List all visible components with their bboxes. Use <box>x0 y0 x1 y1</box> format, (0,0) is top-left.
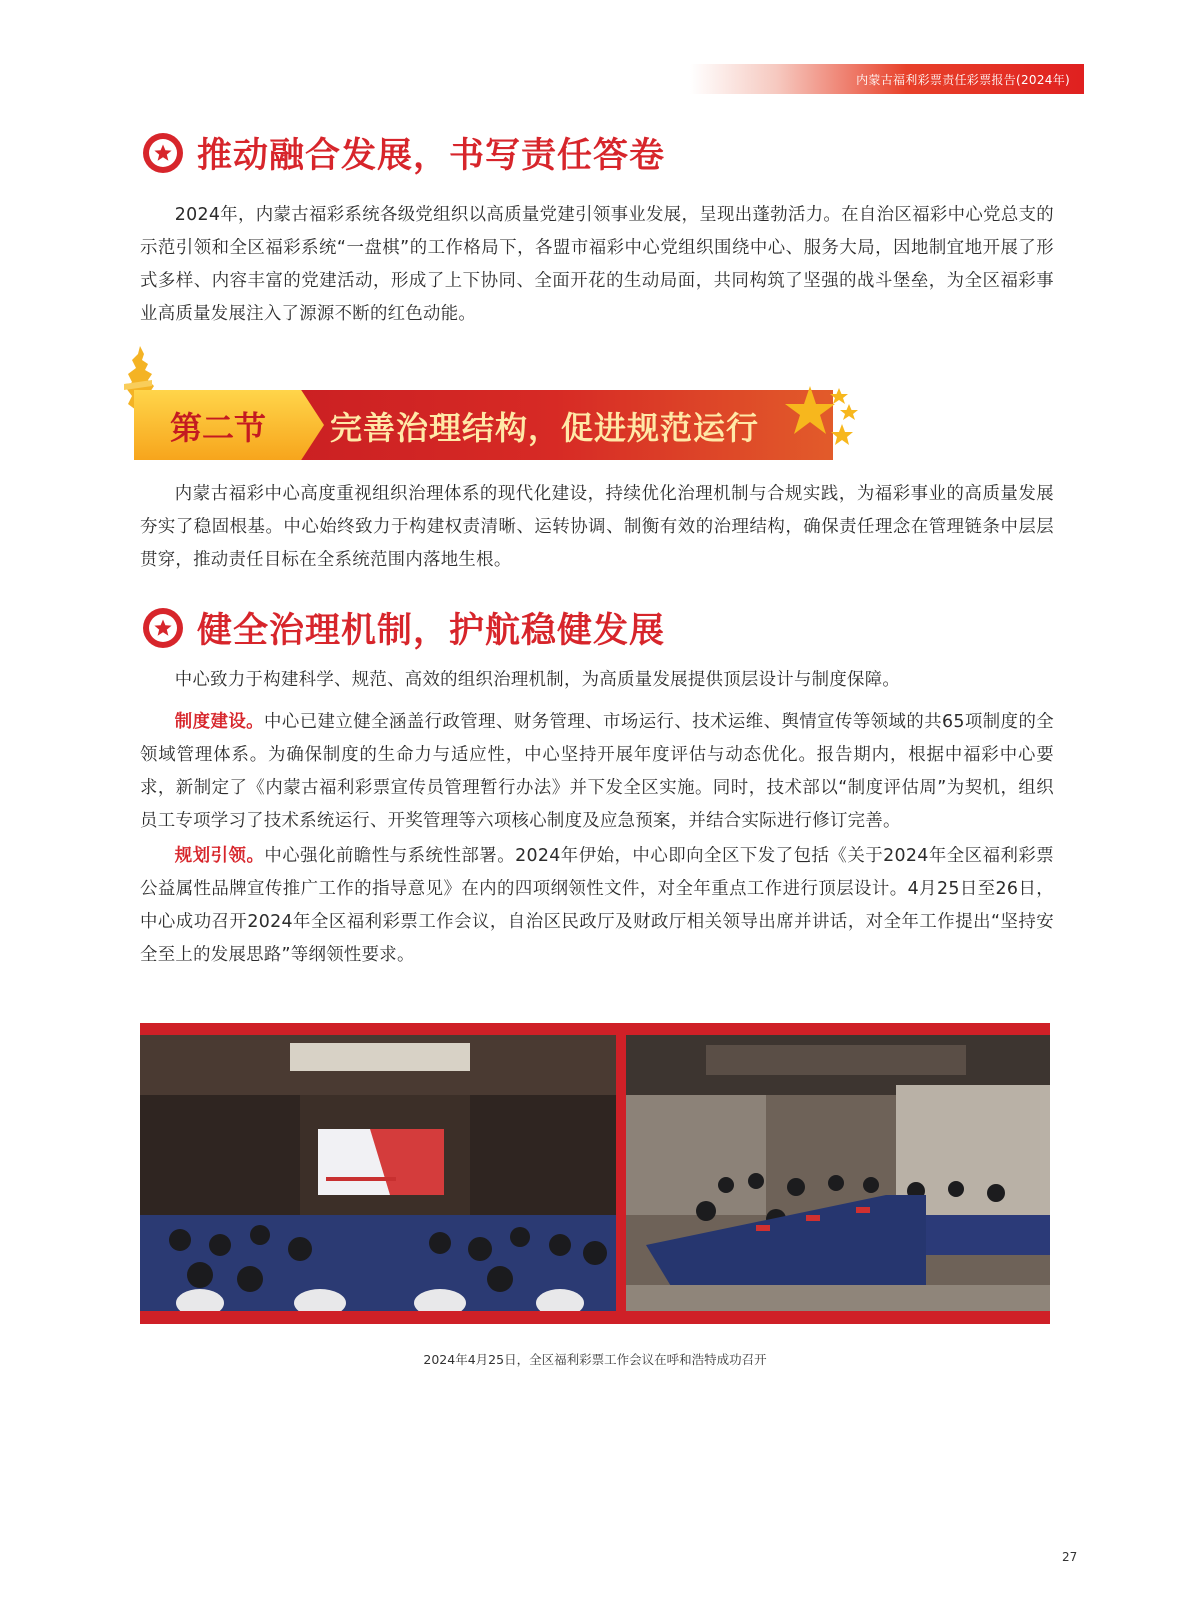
section1-paragraph: 2024年，内蒙古福彩系统各级党组织以高质量党建引领事业发展，呈现出蓬勃活力。在自治区福彩中心党总支的示范引领和全区福彩系统“一盘棋”的工作格局下，各盟市福彩中心党组织围绕中心、服务大局，因地制宜地开展了形式多样、内容丰富的党建活动，形成了上下协同、全面开花的生动局面，共同构筑了坚强的战斗堡垒，为全区福彩事业高质量发展注入了源源不断的红色动能。 <box>140 205 1054 324</box>
photo-caption: 2024年4月25日，全区福利彩票工作会议在呼和浩特成功召开 <box>423 1352 767 1367</box>
section2-intro: 中心致力于构建科学、规范、高效的组织治理机制，为高质量发展提供顶层设计与制度保障。 <box>174 670 901 690</box>
chapter-paragraph: 内蒙古福彩中心高度重视组织治理体系的现代化建设，持续优化治理机制与合规实践，为福彩事业的高质量发展夯实了稳固根基。中心始终致力于构建权责清晰、运转协调、制衡有效的治理结构，确保责任理念在管理链条中层层贯穿，推动责任目标在全系统范围内落地生根。 <box>140 484 1054 570</box>
system-building-text: 中心已建立健全涵盖行政管理、财务管理、市场运行、技术运维、舆情宣传等领域的共65项制度的全领域管理体系。为确保制度的生命力与适应性，中心坚持开展年度评估与动态优化。报告期内，根据中福彩中心要求，新制定了《内蒙古福利彩票宣传员管理暂行办法》并下发全区实施。同时，技术部以“制度评估周”为契机，组织员工专项学习了技术系统运行、开奖管理等六项核心制度及应急预案，并结合实际进行修订完善。 <box>140 712 1054 831</box>
meeting-photo-left <box>140 1035 616 1311</box>
report-title: 内蒙古福利彩票责任彩票报告(2024年) <box>856 73 1070 87</box>
planning-text: 中心强化前瞻性与系统性部署。2024年伊始，中心即向全区下发了包括《关于2024年全区福利彩票公益属性品牌宣传推广工作的指导意见》在内的四项纲领性文件，对全年重点工作进行顶层设计。4月25日至26日，中心成功召开2024年全区福利彩票工作会议，自治区民政厅及财政厅相关领导出席并讲话，对全年工作提出“坚持安全至上的发展思路”等纲领性要求。 <box>140 846 1054 965</box>
section-heading-2 <box>143 603 665 653</box>
chapter-banner <box>118 340 878 470</box>
section-title: 推动融合发展，书写责任答卷 <box>197 136 666 176</box>
star-badge-icon <box>143 133 183 173</box>
system-building-label: 制度建设。 <box>174 712 265 732</box>
planning-label: 规划引领。 <box>174 846 265 866</box>
star-badge-icon <box>143 608 183 648</box>
photo-frame <box>140 1023 1050 1324</box>
planning-paragraph <box>140 840 1054 972</box>
section-title: 健全治理机制，护航稳健发展 <box>197 611 666 651</box>
page-number: 27 <box>1062 1550 1078 1564</box>
stars-icon <box>782 380 862 460</box>
report-header-bar <box>690 64 1084 94</box>
chapter-label: 第二节 <box>170 409 267 447</box>
system-building-paragraph <box>140 706 1054 838</box>
section-heading-1 <box>143 128 665 178</box>
chapter-title: 完善治理结构，促进规范运行 <box>330 409 760 447</box>
meeting-photo-right <box>626 1035 1050 1311</box>
